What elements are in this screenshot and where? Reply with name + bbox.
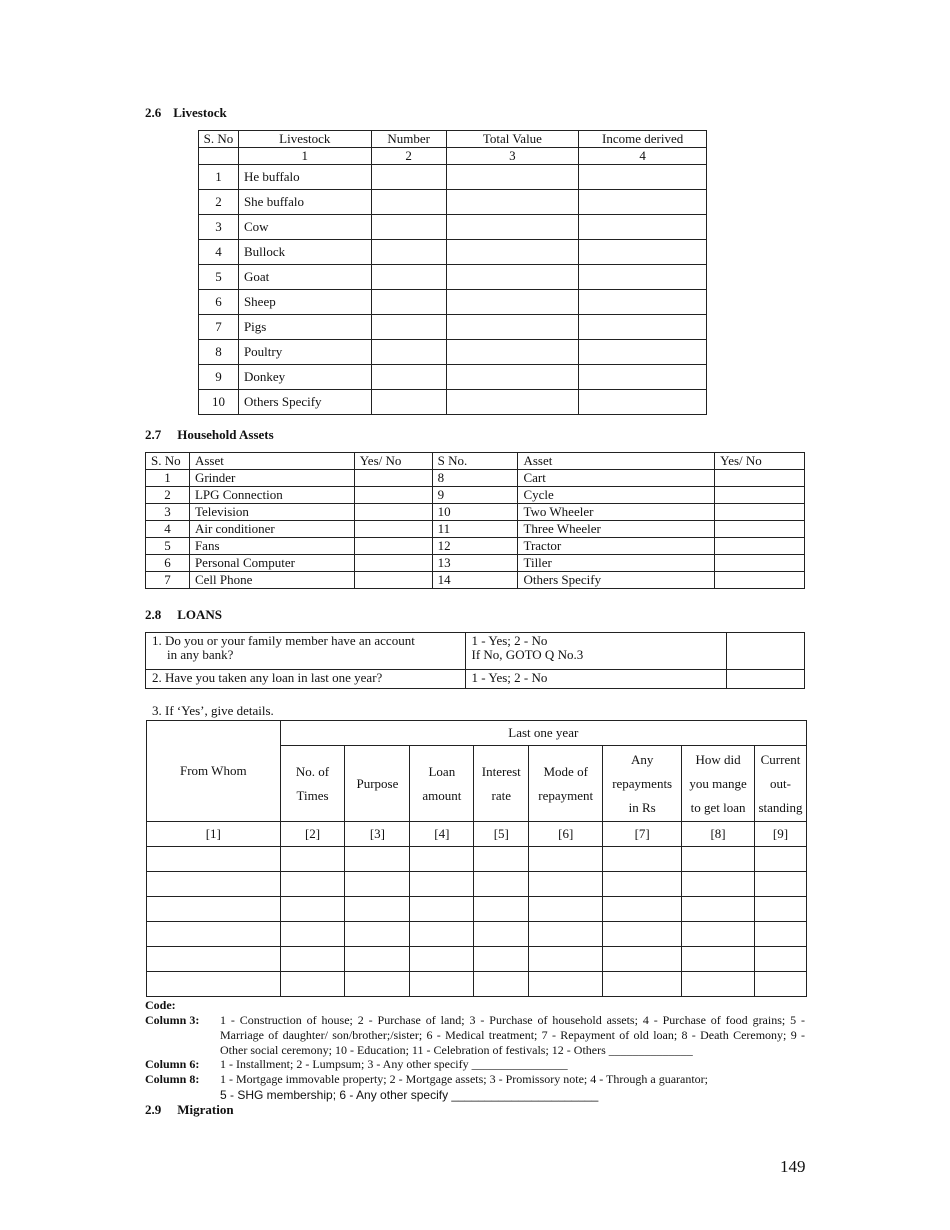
yes-no-cell[interactable] (354, 521, 432, 538)
loans-questions-table (145, 632, 805, 689)
header-asset: Asset (518, 453, 715, 470)
number-cell[interactable] (371, 190, 446, 215)
number-cell[interactable] (371, 240, 446, 265)
income-cell[interactable] (579, 265, 707, 290)
question-2: 2. Have you taken any loan in last one year? (152, 670, 383, 685)
income-cell[interactable] (579, 365, 707, 390)
section-2-7-heading (145, 427, 274, 443)
row-sno: 2 (199, 190, 239, 215)
col-number: [2] (280, 822, 345, 847)
yes-no-cell[interactable] (354, 487, 432, 504)
entry-cell[interactable] (529, 947, 603, 972)
entry-cell[interactable] (754, 897, 806, 922)
col-number: 1 (238, 148, 371, 165)
col-number: [4] (410, 822, 474, 847)
entry-cell[interactable] (474, 947, 529, 972)
entry-cell[interactable] (410, 947, 474, 972)
total-value-cell[interactable] (446, 365, 579, 390)
income-cell[interactable] (579, 390, 707, 415)
yes-no-cell[interactable] (715, 470, 805, 487)
table-row (199, 340, 707, 365)
entry-cell[interactable] (682, 847, 755, 872)
header-line: in Rs (628, 799, 656, 815)
column-8-label: Column 8: (145, 1072, 200, 1086)
yes-no-cell[interactable] (715, 521, 805, 538)
yes-no-cell[interactable] (715, 487, 805, 504)
row-sno: 5 (199, 265, 239, 290)
header-livestock: Livestock (238, 131, 371, 148)
row-livestock: Sheep (238, 290, 371, 315)
row-sno: 9 (432, 487, 518, 504)
total-value-cell[interactable] (446, 390, 579, 415)
number-cell[interactable] (371, 215, 446, 240)
question-1: 1. Do you or your family member have an account (152, 633, 415, 648)
row-asset: Others Specify (518, 572, 715, 589)
income-cell[interactable] (579, 315, 707, 340)
col-number (199, 148, 239, 165)
table-row (199, 265, 707, 290)
table-row (146, 521, 805, 538)
header-interest-rate (474, 746, 529, 822)
table-row (199, 365, 707, 390)
entry-cell[interactable] (345, 847, 410, 872)
entry-cell[interactable] (345, 922, 410, 947)
section-2-8-heading (145, 607, 222, 623)
table-row (199, 215, 707, 240)
col-number: 4 (579, 148, 707, 165)
header-line: to get loan (690, 799, 746, 815)
entry-cell[interactable] (754, 947, 806, 972)
number-cell[interactable] (371, 390, 446, 415)
answer-options-2: 1 - Yes; 2 - No (471, 670, 548, 685)
column-3-codes: 1 - Construction of house; 2 - Purchase of land; 3 - Purchase of household assets; 4 - Purchase of food grains; 5 - Marriage of daughter/ son/brother;/sister; 6 - Medical treatment; 7 - Repayment of old loan; 8 - Death Ceremony; 9 - Other social ceremony; 10 - Education; 11 - Celebration of festivals; 12 - Others ______________ (220, 1013, 805, 1057)
section-title: LOANS (177, 607, 223, 622)
row-asset: Tiller (518, 555, 715, 572)
entry-cell[interactable] (147, 947, 281, 972)
header-from-whom: From Whom (147, 721, 281, 822)
entry-cell[interactable] (410, 872, 474, 897)
header-line: Interest (481, 763, 521, 779)
income-cell[interactable] (579, 165, 707, 190)
answer-options-1: 1 - Yes; 2 - No (471, 633, 548, 648)
row-asset: LPG Connection (189, 487, 354, 504)
section-number: 2.8 (145, 607, 162, 622)
section-number: 2.7 (145, 427, 162, 442)
row-livestock: Goat (238, 265, 371, 290)
entry-cell[interactable] (147, 847, 281, 872)
column-6-codes: 1 - Installment; 2 - Lumpsum; 3 - Any other specify ________________ (220, 1057, 568, 1071)
entry-cell[interactable] (603, 897, 682, 922)
blank-row (147, 872, 807, 897)
table-row (146, 555, 805, 572)
header-mode-of-repayment (529, 746, 603, 822)
header-line: No. of (295, 763, 330, 779)
table-row (146, 504, 805, 521)
col-number: [7] (603, 822, 682, 847)
row-livestock: He buffalo (238, 165, 371, 190)
row-livestock: Others Specify (238, 390, 371, 415)
entry-cell[interactable] (280, 872, 345, 897)
entry-cell[interactable] (410, 922, 474, 947)
entry-cell[interactable] (474, 922, 529, 947)
col-number: 2 (371, 148, 446, 165)
column-6-label: Column 6: (145, 1057, 200, 1071)
yes-no-cell[interactable] (354, 470, 432, 487)
question-row (146, 633, 805, 670)
entry-cell[interactable] (603, 847, 682, 872)
entry-cell[interactable] (474, 972, 529, 997)
total-value-cell[interactable] (446, 190, 579, 215)
household-assets-table (145, 452, 805, 589)
header-line: amount (422, 787, 462, 803)
total-value-cell[interactable] (446, 315, 579, 340)
income-cell[interactable] (579, 190, 707, 215)
header-income-derived: Income derived (579, 131, 707, 148)
entry-cell[interactable] (754, 922, 806, 947)
header-line: Loan (428, 763, 456, 779)
header-line: Mode of (543, 763, 588, 779)
entry-cell[interactable] (410, 972, 474, 997)
row-sno: 11 (432, 521, 518, 538)
entry-cell[interactable] (280, 897, 345, 922)
section-2-9-heading (145, 1102, 234, 1118)
codes-heading: Code: (145, 998, 176, 1012)
header-yes-no: Yes/ No (715, 453, 805, 470)
section-title: Migration (177, 1102, 234, 1117)
income-cell[interactable] (579, 340, 707, 365)
header-line: out- (770, 775, 791, 791)
yes-no-cell[interactable] (354, 538, 432, 555)
row-sno: 4 (146, 521, 190, 538)
row-livestock: Donkey (238, 365, 371, 390)
row-asset: Cart (518, 470, 715, 487)
section-title: Household Assets (177, 427, 274, 442)
row-asset: Three Wheeler (518, 521, 715, 538)
entry-cell[interactable] (529, 872, 603, 897)
entry-cell[interactable] (754, 972, 806, 997)
entry-cell[interactable] (147, 872, 281, 897)
entry-cell[interactable] (603, 872, 682, 897)
col-number: [6] (529, 822, 603, 847)
header-sno: S No. (432, 453, 518, 470)
row-livestock: Bullock (238, 240, 371, 265)
row-sno: 10 (432, 504, 518, 521)
row-sno: 4 (199, 240, 239, 265)
row-sno: 8 (199, 340, 239, 365)
entry-cell[interactable] (345, 897, 410, 922)
row-asset: Tractor (518, 538, 715, 555)
col-number: [8] (682, 822, 755, 847)
entry-cell[interactable] (682, 872, 755, 897)
total-value-cell[interactable] (446, 165, 579, 190)
number-cell[interactable] (371, 315, 446, 340)
yes-no-cell[interactable] (354, 504, 432, 521)
row-sno: 3 (146, 504, 190, 521)
header-line: Purpose (356, 775, 399, 791)
yes-no-cell[interactable] (354, 555, 432, 572)
table-row (146, 572, 805, 589)
section-number: 2.6 (145, 105, 162, 120)
total-value-cell[interactable] (446, 290, 579, 315)
entry-cell[interactable] (474, 897, 529, 922)
entry-cell[interactable] (529, 972, 603, 997)
section-title: Livestock (173, 105, 227, 120)
row-asset: Cycle (518, 487, 715, 504)
header-last-one-year: Last one year (280, 721, 806, 746)
col-number: [1] (147, 822, 281, 847)
row-livestock: She buffalo (238, 190, 371, 215)
answer-box-2[interactable] (727, 670, 805, 689)
row-asset: Air conditioner (189, 521, 354, 538)
header-line: Current (760, 751, 801, 767)
yes-no-cell[interactable] (715, 555, 805, 572)
column-number-row (147, 822, 807, 847)
column-8-codes-cont: 5 - SHG membership; 6 - Any other specify ______________________ (220, 1088, 599, 1102)
row-asset: Fans (189, 538, 354, 555)
question-1-cont: in any bank? (167, 647, 234, 662)
entry-cell[interactable] (345, 972, 410, 997)
question-row (146, 670, 805, 689)
row-sno: 7 (146, 572, 190, 589)
entry-cell[interactable] (754, 872, 806, 897)
blank-row (147, 972, 807, 997)
table-row (199, 315, 707, 340)
table-row (199, 390, 707, 415)
answer-box-1[interactable] (727, 633, 805, 670)
entry-cell[interactable] (603, 947, 682, 972)
table-row (199, 165, 707, 190)
header-line: standing (758, 799, 803, 815)
loan-details-table (146, 720, 807, 997)
row-asset: Grinder (189, 470, 354, 487)
question-3: 3. If ‘Yes’, give details. (152, 703, 274, 718)
entry-cell[interactable] (410, 897, 474, 922)
number-cell[interactable] (371, 165, 446, 190)
blank-row (147, 897, 807, 922)
header-sno: S. No (199, 131, 239, 148)
row-sno: 7 (199, 315, 239, 340)
header-asset: Asset (189, 453, 354, 470)
table-row (146, 470, 805, 487)
number-cell[interactable] (371, 340, 446, 365)
yes-no-cell[interactable] (715, 538, 805, 555)
section-2-6-heading (145, 105, 227, 121)
header-line: repayments (612, 775, 673, 791)
row-sno: 5 (146, 538, 190, 555)
col-number: [5] (474, 822, 529, 847)
header-total-value: Total Value (446, 131, 579, 148)
table-row (199, 290, 707, 315)
entry-cell[interactable] (754, 847, 806, 872)
entry-cell[interactable] (603, 972, 682, 997)
header-line: Any (630, 751, 654, 767)
row-asset: Television (189, 504, 354, 521)
yes-no-cell[interactable] (354, 572, 432, 589)
entry-cell[interactable] (682, 922, 755, 947)
yes-no-cell[interactable] (715, 504, 805, 521)
header-how-get-loan (682, 746, 755, 822)
income-cell[interactable] (579, 240, 707, 265)
entry-cell[interactable] (474, 847, 529, 872)
entry-cell[interactable] (529, 897, 603, 922)
entry-cell[interactable] (603, 922, 682, 947)
entry-cell[interactable] (529, 847, 603, 872)
col-number: 3 (446, 148, 579, 165)
row-livestock: Cow (238, 215, 371, 240)
entry-cell[interactable] (682, 897, 755, 922)
number-cell[interactable] (371, 265, 446, 290)
total-value-cell[interactable] (446, 240, 579, 265)
table-row (199, 240, 707, 265)
header-purpose (345, 746, 410, 822)
row-livestock: Poultry (238, 340, 371, 365)
row-asset: Cell Phone (189, 572, 354, 589)
section-number: 2.9 (145, 1102, 162, 1117)
row-asset: Two Wheeler (518, 504, 715, 521)
table-row (199, 190, 707, 215)
header-line: Times (296, 787, 329, 803)
row-sno: 3 (199, 215, 239, 240)
blank-row (147, 922, 807, 947)
entry-cell[interactable] (280, 922, 345, 947)
entry-cell[interactable] (280, 947, 345, 972)
col-number: [9] (754, 822, 806, 847)
entry-cell[interactable] (474, 872, 529, 897)
blank-row (147, 947, 807, 972)
entry-cell[interactable] (147, 897, 281, 922)
row-sno: 14 (432, 572, 518, 589)
header-line: repayment (538, 787, 594, 803)
row-sno: 2 (146, 487, 190, 504)
entry-cell[interactable] (147, 922, 281, 947)
entry-cell[interactable] (529, 922, 603, 947)
number-cell[interactable] (371, 290, 446, 315)
header-line: you mange (689, 775, 747, 791)
total-value-cell[interactable] (446, 265, 579, 290)
column-8-codes: 1 - Mortgage immovable property; 2 - Mortgage assets; 3 - Promissory note; 4 - Through a guarantor; (220, 1072, 709, 1086)
row-sno: 6 (146, 555, 190, 572)
table-row (146, 487, 805, 504)
col-number: [3] (345, 822, 410, 847)
header-yes-no: Yes/ No (354, 453, 432, 470)
income-cell[interactable] (579, 215, 707, 240)
answer-skip-1: If No, GOTO Q No.3 (471, 647, 584, 662)
header-any-repayments (603, 746, 682, 822)
entry-cell[interactable] (147, 972, 281, 997)
row-livestock: Pigs (238, 315, 371, 340)
header-no-of-times (280, 746, 345, 822)
entry-cell[interactable] (345, 947, 410, 972)
total-value-cell[interactable] (446, 215, 579, 240)
header-loan-amount (410, 746, 474, 822)
total-value-cell[interactable] (446, 340, 579, 365)
row-sno: 8 (432, 470, 518, 487)
blank-row (147, 847, 807, 872)
page-number: 149 (780, 1157, 806, 1176)
row-asset: Personal Computer (189, 555, 354, 572)
column-3-label: Column 3: (145, 1013, 200, 1027)
number-cell[interactable] (371, 365, 446, 390)
entry-cell[interactable] (682, 972, 755, 997)
row-sno: 13 (432, 555, 518, 572)
header-number: Number (371, 131, 446, 148)
row-sno: 1 (199, 165, 239, 190)
header-line: rate (491, 787, 512, 803)
row-sno: 9 (199, 365, 239, 390)
row-sno: 1 (146, 470, 190, 487)
entry-cell[interactable] (280, 847, 345, 872)
table-row (146, 538, 805, 555)
row-sno: 10 (199, 390, 239, 415)
header-sno: S. No (146, 453, 190, 470)
row-sno: 6 (199, 290, 239, 315)
yes-no-cell[interactable] (715, 572, 805, 589)
entry-cell[interactable] (345, 872, 410, 897)
entry-cell[interactable] (280, 972, 345, 997)
livestock-table (198, 130, 707, 415)
entry-cell[interactable] (410, 847, 474, 872)
income-cell[interactable] (579, 290, 707, 315)
entry-cell[interactable] (682, 947, 755, 972)
header-current-outstanding (754, 746, 806, 822)
row-sno: 12 (432, 538, 518, 555)
header-line: How did (695, 751, 741, 767)
